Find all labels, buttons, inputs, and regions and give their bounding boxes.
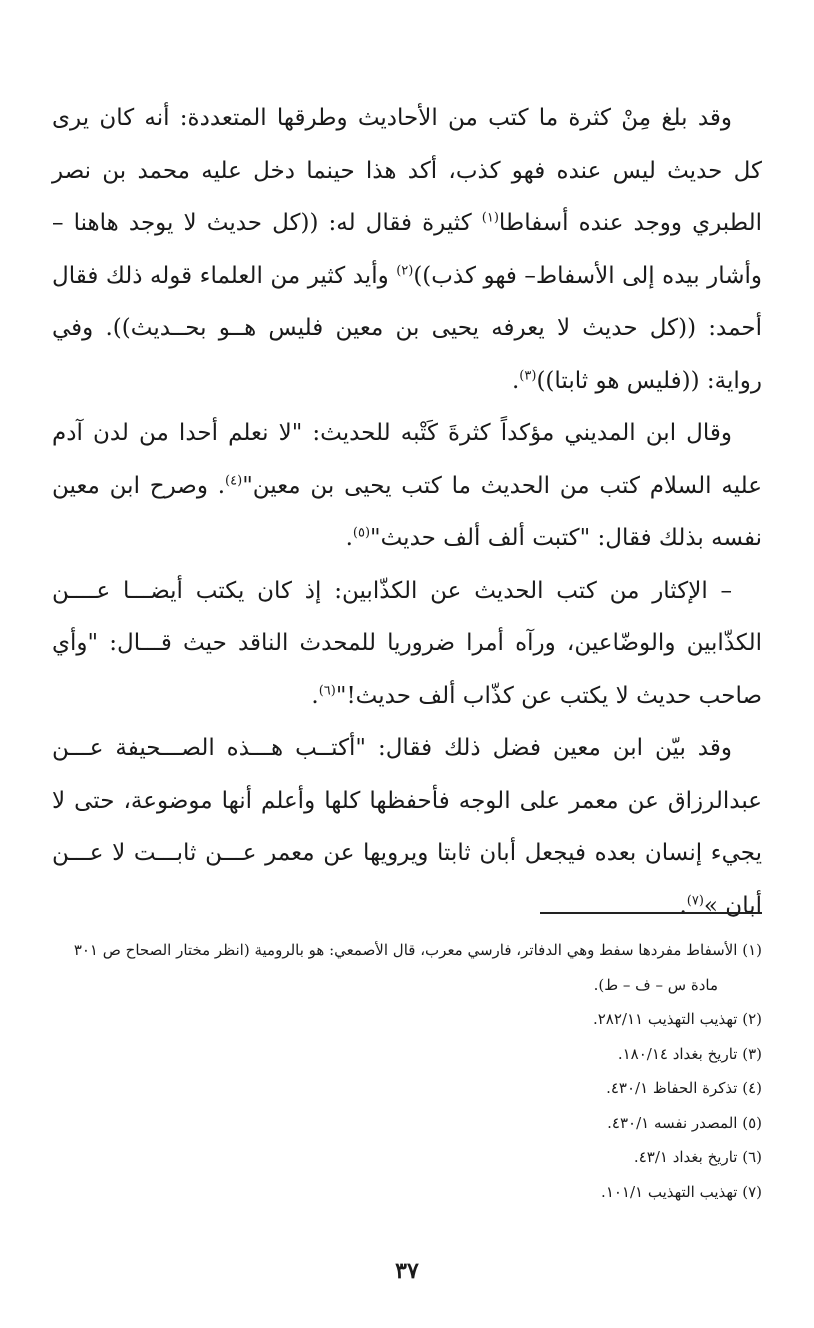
text-segment: . وصرح ابن معين نفسه بذلك فقال: "كتبت ألف ألف حديث" bbox=[52, 472, 762, 551]
text-segment: . bbox=[345, 525, 353, 551]
text-segment: – الإكثار من كتب الحديث عن الكذّابين: إذ كان يكتب أيضـــا عــــن الكذّابين والوضّاعين، ورآه أمرا ضروريا للمحدث الناقد حيث قـــال: "وأي صاحب حديث لا يكتب عن كذّاب ألف حديث!" bbox=[52, 577, 762, 709]
main-text bbox=[52, 92, 762, 932]
footnote-2: (٢) تهذيب التهذيب ٢٨٢/١١. bbox=[592, 1010, 762, 1028]
paragraph-4 bbox=[52, 722, 762, 932]
footnote-ref-7[interactable]: (٧) bbox=[686, 892, 704, 908]
footnote-ref-1[interactable]: (١) bbox=[481, 210, 499, 226]
footnote-3: (٣) تاريخ بغداد ١٨٠/١٤. bbox=[617, 1044, 762, 1063]
footnote-ref-4[interactable]: (٤) bbox=[225, 472, 243, 488]
text-segment: . bbox=[511, 367, 520, 394]
footnote-6: (٦) تاريخ بغداد ٤٣/١. bbox=[633, 1148, 762, 1166]
footnote-separator bbox=[540, 912, 762, 914]
footnote-ref-2[interactable]: (٢) bbox=[396, 262, 414, 278]
footnote-ref-5[interactable]: (٥) bbox=[352, 525, 371, 541]
footnote-7: (٧) تهذيب التهذيب ١٠١/١. bbox=[601, 1182, 762, 1201]
text-segment: . bbox=[679, 892, 687, 919]
text-segment: وقد بلغ مِنْ كثرة ما كتب من الأحاديث وطرقها المتعددة: أنه كان يرى كل حديث ليس عنده فهو كذب، أكد هذا حينما دخل عليه محمد بن نصر الطبري ووجد عنده أسفاطا bbox=[52, 105, 762, 236]
paragraph-1 bbox=[52, 92, 762, 407]
page-body bbox=[52, 92, 762, 932]
footnote-ref-3[interactable]: (٣) bbox=[519, 367, 537, 383]
text-segment: وقد بيّن ابن معين فضل ذلك فقال: "أكتــب هـــذه الصـــحيفة عـــن عبدالرزاق عن معمر على الوجه فأحفظها كلها وأعلم أنها موضوعة، حتى لا يجيء إنسان بعده فيجعل أبان ثابتا ويرويها عن معمر عـــن ثابـــت لا عـــن أبان » bbox=[52, 735, 762, 919]
footnote-1: (١) الأسفاط مفردها سفط وهي الدفاتر، فارسي معرب، قال الأصمعي: هو بالرومية (انظر مختار الصحاح ص ٣٠١ مادة س – ف – ط). bbox=[73, 941, 762, 994]
footnote-5: (٥) المصدر نفسه ٤٣٠/١. bbox=[607, 1113, 762, 1132]
page-number: ٣٧ bbox=[395, 1258, 419, 1284]
footnotes bbox=[52, 933, 762, 1209]
footnote-ref-6[interactable]: (٦) bbox=[318, 682, 336, 698]
text-segment: كثيرة فقال له: ((كل حديث لا يوجد هاهنا – وأشار بيده إلى الأسفاط– فهو كذب)) bbox=[52, 210, 762, 289]
paragraph-2 bbox=[52, 407, 762, 565]
text-segment: وقال ابن المديني مؤكداً كثرةَ كَتْبه للحديث: "لا نعلم أحدا من لدن آدم عليه السلام كتب من الحديث ما كتب يحيى بن معين" bbox=[52, 420, 762, 499]
footnote-4: (٤) تذكرة الحفاظ ٤٣٠/١. bbox=[606, 1079, 762, 1097]
text-segment: . bbox=[311, 682, 319, 709]
text-segment: وأيد كثير من العلماء قوله ذلك فقال أحمد: ((كل حديث لا يعرفه يحيى بن معين فليس هــو بحــديث)). وفي رواية: ((فليس هو ثابتا)) bbox=[52, 262, 762, 394]
paragraph-3 bbox=[52, 565, 762, 723]
